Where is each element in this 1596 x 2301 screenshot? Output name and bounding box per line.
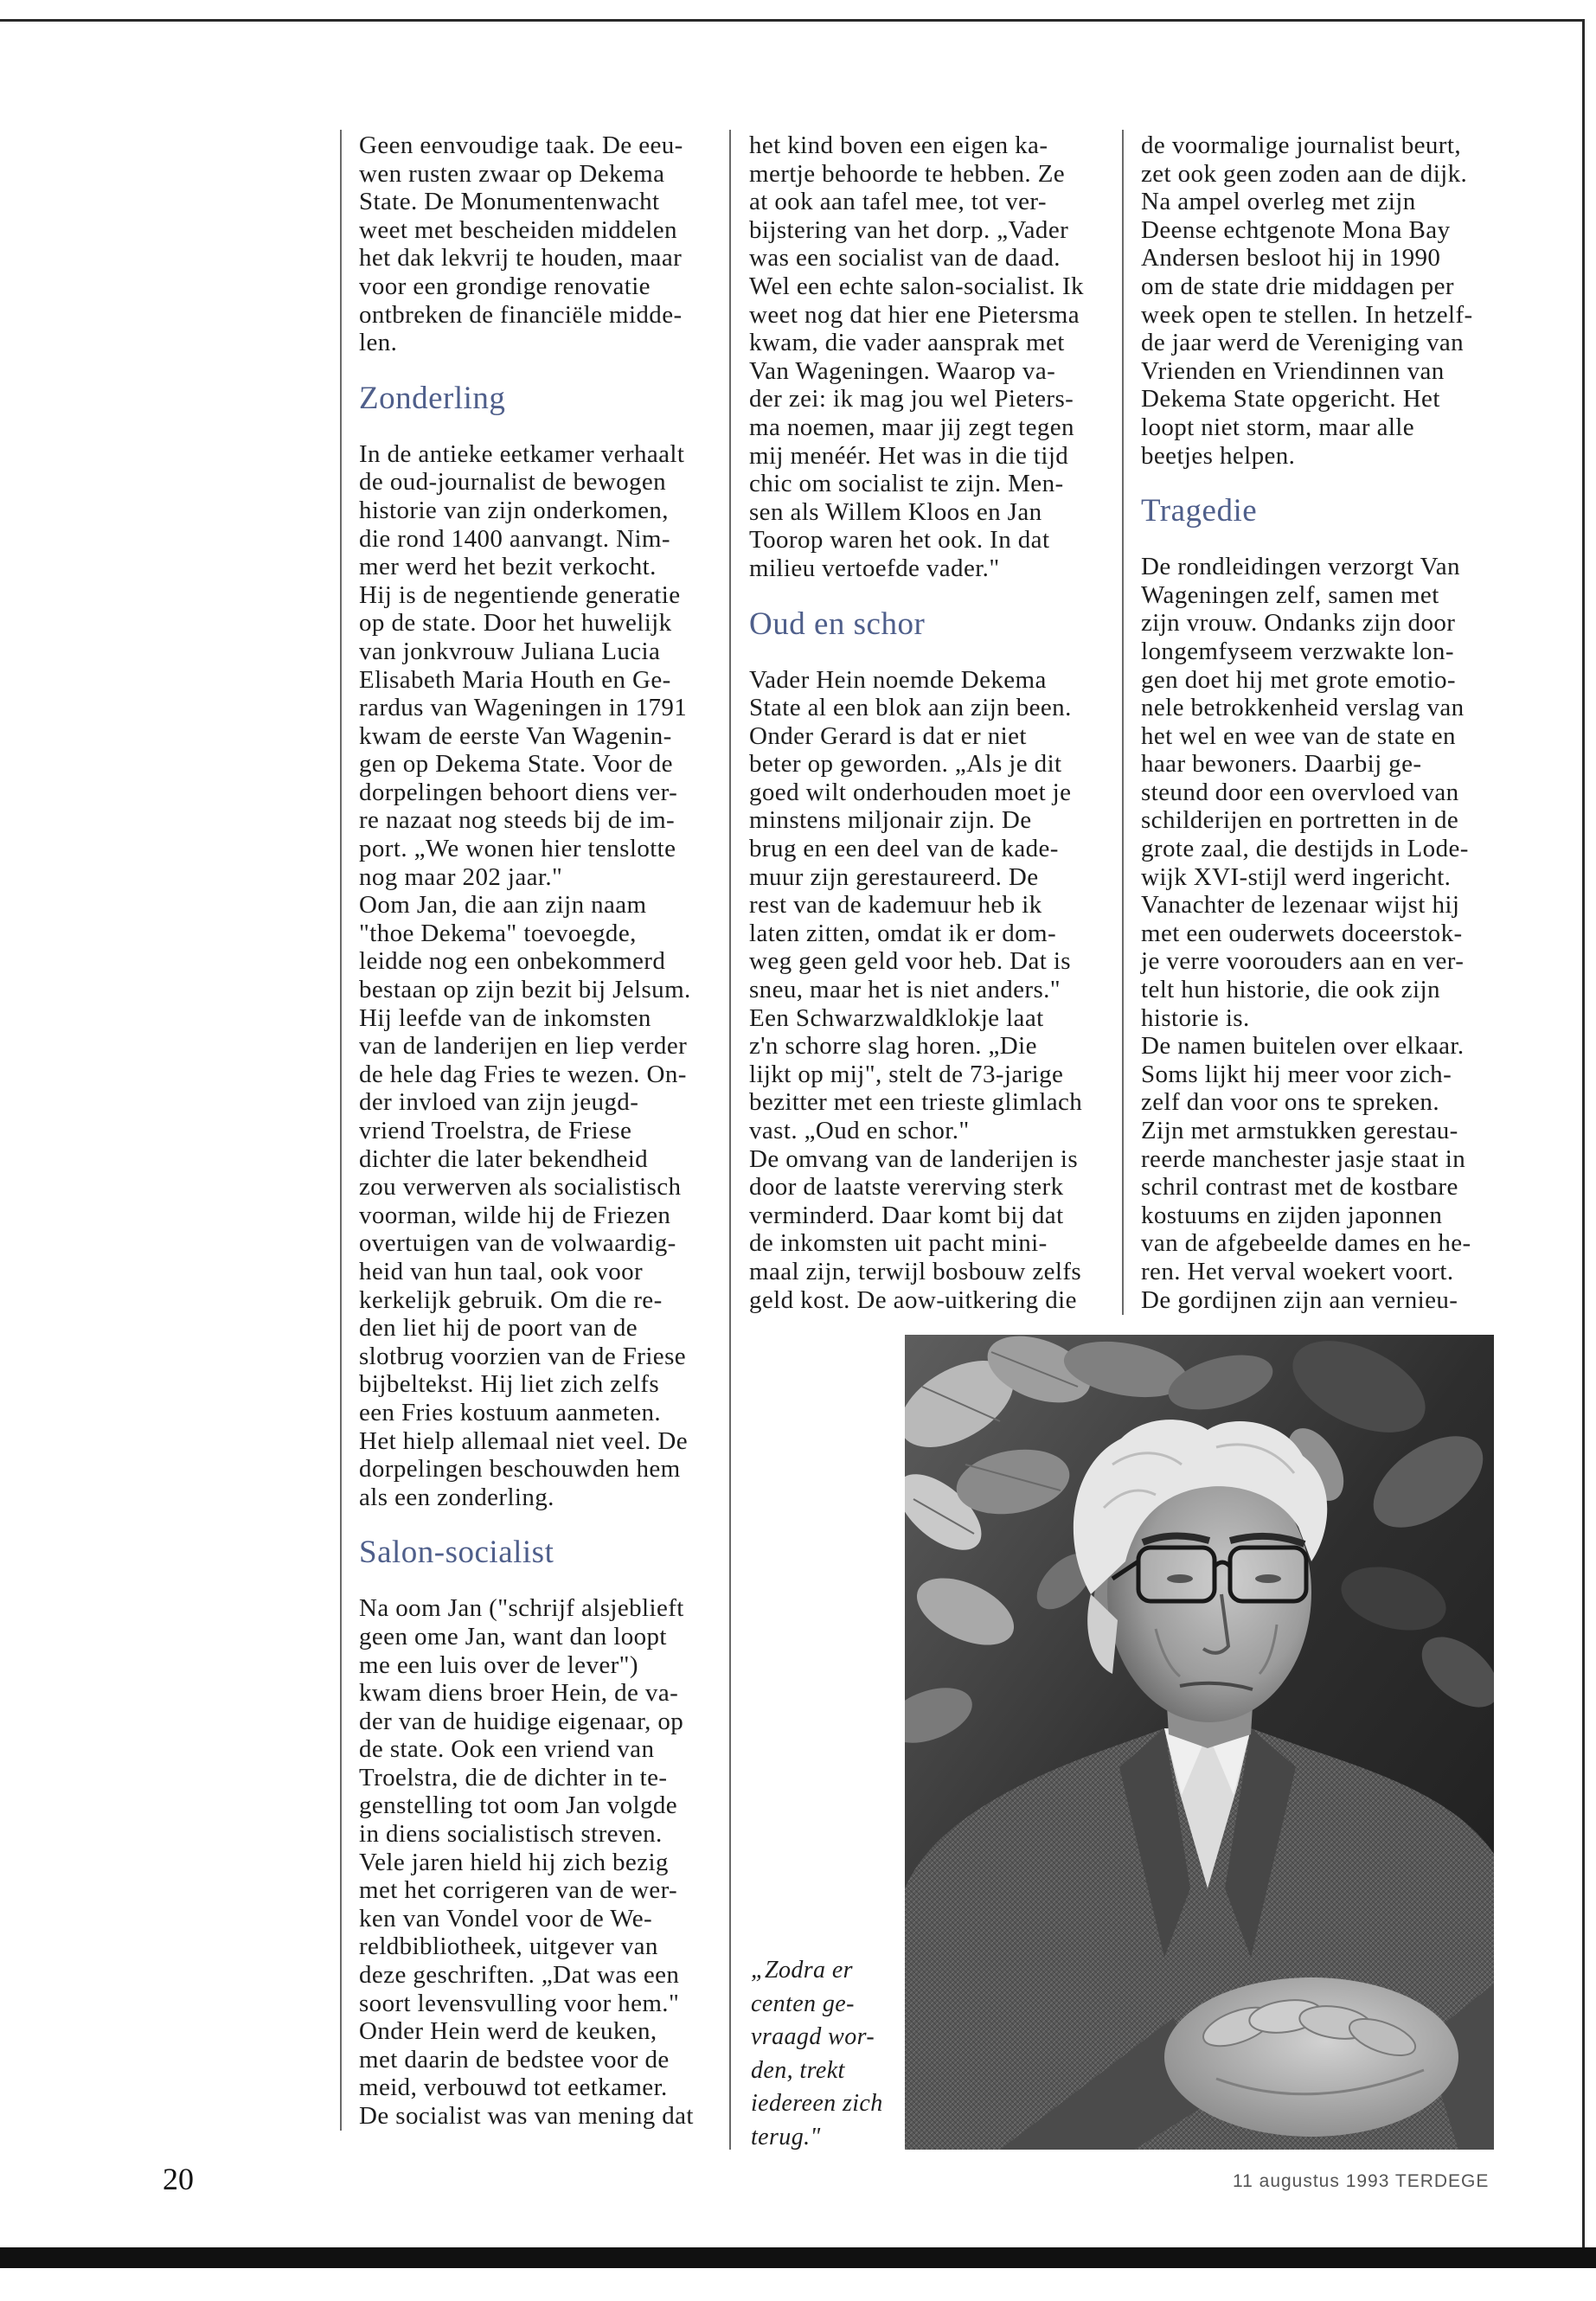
text-line: als een zonderling.: [359, 1483, 554, 1511]
text-line: Hij is de negentiende generatie: [359, 580, 681, 609]
text-line: in diens socialistisch streven.: [359, 1820, 663, 1849]
text-line: weet met bescheiden middelen: [359, 215, 677, 244]
text-line: Wel een echte salon-socialist. Ik: [749, 272, 1084, 300]
text-line: geen ome Jan, want dan loopt: [359, 1622, 667, 1650]
paragraph: [359, 2017, 709, 2102]
text-line: deze geschriften. „Dat was een: [359, 1961, 680, 1990]
text-line: State al een blok aan zijn been.: [749, 694, 1072, 722]
article-column-3: [1141, 131, 1491, 1314]
text-line: State. De Monumentenwacht: [359, 188, 660, 216]
text-line: re nazaat nog steeds bij de im-: [359, 806, 676, 835]
paragraph: [749, 666, 1099, 1004]
text-line: leidde nog een onbekommerd: [359, 947, 666, 976]
photo-glasses: [1112, 1548, 1306, 1601]
text-line: je verre voorouders aan en ver-: [1141, 947, 1465, 976]
paragraph: [749, 131, 1099, 583]
text-line: van jonkvrouw Juliana Lucia: [359, 637, 661, 665]
text-line: Vader Hein noemde Dekema: [749, 665, 1047, 694]
text-line: rardus van Wageningen in 1791: [359, 694, 688, 722]
paragraph: [1141, 131, 1491, 470]
text-line: verminderd. Daar komt bij dat: [749, 1201, 1064, 1229]
text-line: me een luis over de lever"): [359, 1650, 638, 1679]
page-border-top: [0, 19, 1585, 22]
text-line: Onder Gerard is dat er niet: [749, 721, 1027, 750]
text-line: met daarin de bedstee voor de: [359, 2045, 670, 2073]
text-line: met het corrigeren van de wer-: [359, 1876, 678, 1905]
text-line: Soms lijkt hij meer voor zich-: [1141, 1060, 1452, 1088]
text-line: schril contrast met de kostbare: [1141, 1173, 1458, 1202]
section-heading: Oud en schor: [749, 606, 926, 642]
text-line: "thoe Dekema" toevoegde,: [359, 919, 637, 947]
text-line: de jaar werd de Vereniging van: [1141, 329, 1465, 357]
text-line: wen rusten zwaar op Dekema: [359, 159, 665, 188]
text-line: bestaan op zijn bezit bij Jelsum.: [359, 976, 691, 1004]
text-line: telt hun historie, die ook zijn: [1141, 976, 1440, 1004]
paragraph: [1141, 553, 1491, 1032]
issue-footer: 11 augustus 1993 TERDEGE: [1233, 2171, 1490, 2191]
text-line: kwam, die vader aansprak met: [749, 329, 1065, 357]
portrait-photo: [905, 1335, 1494, 2150]
text-line: at ook aan tafel mee, tot ver-: [749, 188, 1047, 216]
paragraph: [749, 1145, 1099, 1315]
text-line: de voormalige journalist beurt,: [1141, 131, 1461, 159]
section-heading: Salon-socialist: [359, 1535, 554, 1571]
text-line: op de state. Door het huwelijk: [359, 609, 672, 638]
caption-line: iedereen zich: [751, 2090, 883, 2117]
paragraph: [359, 1594, 709, 2017]
paragraph: [359, 131, 709, 357]
text-line: nele betrokkenheid verslag van: [1141, 694, 1465, 722]
paragraph: [1141, 1032, 1491, 1314]
text-line: der invloed van zijn jeugd-: [359, 1088, 639, 1117]
text-line: de oud-journalist de bewogen: [359, 468, 667, 497]
text-line: de inkomsten uit pacht mini-: [749, 1229, 1048, 1258]
text-line: maal zijn, terwijl bosbouw zelfs: [749, 1257, 1082, 1285]
text-line: een Fries kostuum aanmeten.: [359, 1398, 662, 1426]
text-line: mertje behoorde te hebben. Ze: [749, 159, 1066, 188]
text-line: In de antieke eetkamer verhaalt: [359, 439, 685, 468]
text-line: om de state drie middagen per: [1141, 272, 1454, 300]
text-line: goed wilt onderhouden moet je: [749, 778, 1072, 806]
text-line: het wel en wee van de state en: [1141, 721, 1456, 750]
text-line: De socialist was van mening dat: [359, 2102, 694, 2130]
paragraph: [359, 440, 709, 892]
text-line: ken van Vondel voor de We-: [359, 1904, 653, 1932]
text-line: ren. Het verval woekert voort.: [1141, 1257, 1454, 1285]
text-line: gen op Dekema State. Voor de: [359, 750, 673, 779]
text-line: genstelling tot oom Jan volgde: [359, 1791, 678, 1820]
text-line: Het hielp allemaal niet veel. De: [359, 1426, 688, 1455]
text-line: overtuigen van de volwaardig-: [359, 1229, 676, 1258]
text-line: Vele jaren hield hij zich bezig: [359, 1848, 669, 1876]
page-border-bottom: [0, 2247, 1596, 2268]
text-line: vriend Troelstra, de Friese: [359, 1117, 632, 1144]
column-rule: [1122, 130, 1124, 1315]
text-line: kwam de eerste Van Wagenin-: [359, 721, 672, 750]
text-line: bezitter met een trieste glimlach: [749, 1088, 1083, 1117]
text-line: Toorop waren het ook. In dat: [749, 526, 1050, 554]
text-line: voorman, wilde hij de Friezen: [359, 1201, 671, 1229]
text-line: milieu vertoefde vader.": [749, 554, 1000, 582]
text-line: week open te stellen. In hetzelf-: [1141, 300, 1473, 329]
text-line: Troelstra, die de dichter in te-: [359, 1763, 668, 1791]
text-line: der zei: ik mag jou wel Pieters-: [749, 385, 1074, 413]
text-line: Vrienden en Vriendinnen van: [1141, 356, 1445, 385]
photo-caption: [751, 1954, 900, 2154]
text-line: gen doet hij met grote emotio-: [1141, 665, 1456, 694]
text-line: Deense echtgenote Mona Bay: [1141, 215, 1451, 244]
paragraph: [359, 891, 709, 1511]
text-line: die rond 1400 aanvangt. Nim-: [359, 524, 670, 553]
text-line: steund door een overvloed van: [1141, 778, 1459, 806]
text-line: rest van de kademuur heb ik: [749, 891, 1042, 920]
text-line: De rondleidingen verzorgt Van: [1141, 553, 1460, 581]
text-line: Zijn met armstukken gerestau-: [1141, 1117, 1458, 1144]
article-column-2: [749, 131, 1099, 1314]
page-number: 20: [163, 2162, 194, 2196]
text-line: van de landerijen en liep verder: [359, 1032, 688, 1061]
text-line: de state. Ook een vriend van: [359, 1735, 655, 1764]
text-line: loopt niet storm, maar alle: [1141, 413, 1415, 441]
text-line: heid van hun taal, ook voor: [359, 1257, 644, 1285]
text-line: De gordijnen zijn aan vernieu-: [1141, 1285, 1458, 1314]
text-line: laten zitten, omdat ik er dom-: [749, 919, 1057, 947]
text-line: historie van zijn onderkomen,: [359, 496, 669, 524]
text-line: bijstering van het dorp. „Vader: [749, 215, 1069, 244]
text-line: brug en een deel van de kade-: [749, 835, 1059, 863]
text-line: der van de huidige eigenaar, op: [359, 1707, 684, 1735]
page-border-right: [1582, 19, 1585, 2249]
text-line: dorpelingen beschouwden hem: [359, 1455, 681, 1484]
text-line: De namen buitelen over elkaar.: [1141, 1032, 1465, 1061]
text-line: De omvang van de landerijen is: [749, 1144, 1079, 1173]
text-line: zijn vrouw. Ondanks zijn door: [1141, 609, 1456, 638]
text-line: zelf dan voor ons te spreken.: [1141, 1088, 1439, 1117]
text-line: mij menéér. Het was in die tijd: [749, 441, 1069, 470]
text-line: kwam diens broer Hein, de va-: [359, 1679, 679, 1708]
text-line: Geen eenvoudige taak. De eeu-: [359, 131, 683, 159]
text-line: Dekema State opgericht. Het: [1141, 385, 1440, 413]
text-line: voor een grondige renovatie: [359, 272, 651, 300]
text-line: lijkt op mij", stelt de 73-jarige: [749, 1060, 1064, 1088]
text-line: soort levensvulling voor hem.": [359, 1989, 680, 2017]
text-line: weg geen geld voor heb. Dat is: [749, 947, 1071, 976]
text-line: sen als Willem Kloos en Jan: [749, 497, 1042, 526]
text-line: Wageningen zelf, samen met: [1141, 580, 1439, 609]
section-heading: Zonderling: [359, 380, 506, 416]
section-heading: Tragedie: [1141, 493, 1258, 529]
text-line: reldbibliotheek, uitgever van: [359, 1932, 658, 1961]
paragraph: [359, 2102, 709, 2131]
text-line: kostuums en zijden japonnen: [1141, 1201, 1443, 1229]
article-column-1: [359, 131, 709, 2131]
caption-line: terug.": [751, 2123, 821, 2150]
text-line: dichter die later bekendheid: [359, 1144, 649, 1173]
text-line: dorpelingen behoort diens ver-: [359, 778, 678, 806]
text-line: zou verwerven als socialistisch: [359, 1173, 682, 1202]
caption-line: centen ge-: [751, 1990, 855, 2017]
text-line: Vanachter de lezenaar wijst hij: [1141, 891, 1460, 920]
text-line: het kind boven een eigen ka-: [749, 131, 1048, 159]
text-line: Van Wageningen. Waarop va-: [749, 356, 1056, 385]
caption-line: „Zodra er: [751, 1957, 853, 1984]
text-line: Andersen besloot hij in 1990: [1141, 244, 1441, 272]
text-line: mer werd het bezit verkocht.: [359, 553, 657, 581]
text-line: ontbreken de financiële midde-: [359, 300, 683, 329]
text-line: historie is.: [1141, 1003, 1250, 1032]
text-line: chic om socialist te zijn. Men-: [749, 470, 1064, 498]
text-line: sneu, maar het is niet anders.": [749, 976, 1061, 1004]
text-line: was een socialist van de daad.: [749, 244, 1061, 272]
text-line: beetjes helpen.: [1141, 441, 1296, 470]
text-line: Hij leefde van de inkomsten: [359, 1003, 651, 1032]
text-line: reerde manchester jasje staat in: [1141, 1144, 1466, 1173]
text-line: kerkelijk gebruik. Om die re-: [359, 1285, 663, 1314]
caption-line: vraagd wor-: [751, 2023, 875, 2050]
text-line: port. „We wonen hier tenslotte: [359, 835, 676, 863]
column-rule: [729, 130, 731, 2150]
text-line: Na oom Jan ("schrijf alsjeblieft: [359, 1594, 684, 1623]
text-line: minstens miljonair zijn. De: [749, 806, 1032, 835]
text-line: van de afgebeelde dames en he-: [1141, 1229, 1471, 1258]
text-line: wijk XVI-stijl werd ingericht.: [1141, 862, 1452, 891]
text-line: de hele dag Fries te wezen. On-: [359, 1060, 687, 1088]
text-line: met een ouderwets doceerstok-: [1141, 919, 1463, 947]
text-line: grote zaal, die destijds in Lode-: [1141, 835, 1469, 863]
text-line: weet nog dat hier ene Pietersma: [749, 300, 1080, 329]
column-rule: [340, 130, 342, 2131]
text-line: geld kost. De aow-uitkering die: [749, 1285, 1077, 1314]
text-line: Onder Hein werd de keuken,: [359, 2017, 657, 2046]
text-line: ma noemen, maar jij zegt tegen: [749, 413, 1074, 441]
caption-line: den, trekt: [751, 2056, 845, 2084]
text-line: vast. „Oud en schor.": [749, 1117, 970, 1144]
text-line: nog maar 202 jaar.": [359, 862, 563, 891]
text-line: den liet hij de poort van de: [359, 1314, 638, 1343]
text-line: haar bewoners. Daarbij ge-: [1141, 750, 1422, 779]
text-line: Een Schwarzwaldklokje laat: [749, 1003, 1044, 1032]
text-line: zet ook geen zoden aan de dijk.: [1141, 159, 1468, 188]
text-line: len.: [359, 329, 398, 357]
text-line: het dak lekvrij te houden, maar: [359, 244, 683, 272]
text-line: bijbeltekst. Hij liet zich zelfs: [359, 1370, 660, 1399]
text-line: Elisabeth Maria Houth en Ge-: [359, 665, 671, 694]
text-line: door de laatste vererving sterk: [749, 1173, 1064, 1202]
text-line: z'n schorre slag horen. „Die: [749, 1032, 1037, 1061]
text-line: slotbrug voorzien van de Friese: [359, 1342, 687, 1370]
text-line: Na ampel overleg met zijn: [1141, 188, 1416, 216]
paragraph: [749, 1004, 1099, 1145]
text-line: schilderijen en portretten in de: [1141, 806, 1459, 835]
text-line: meid, verbouwd tot eetkamer.: [359, 2073, 668, 2102]
text-line: Oom Jan, die aan zijn naam: [359, 891, 647, 920]
text-line: beter op geworden. „Als je dit: [749, 750, 1062, 779]
text-line: muur zijn gerestaureerd. De: [749, 862, 1039, 891]
text-line: longemfyseem verzwakte lon-: [1141, 637, 1454, 665]
